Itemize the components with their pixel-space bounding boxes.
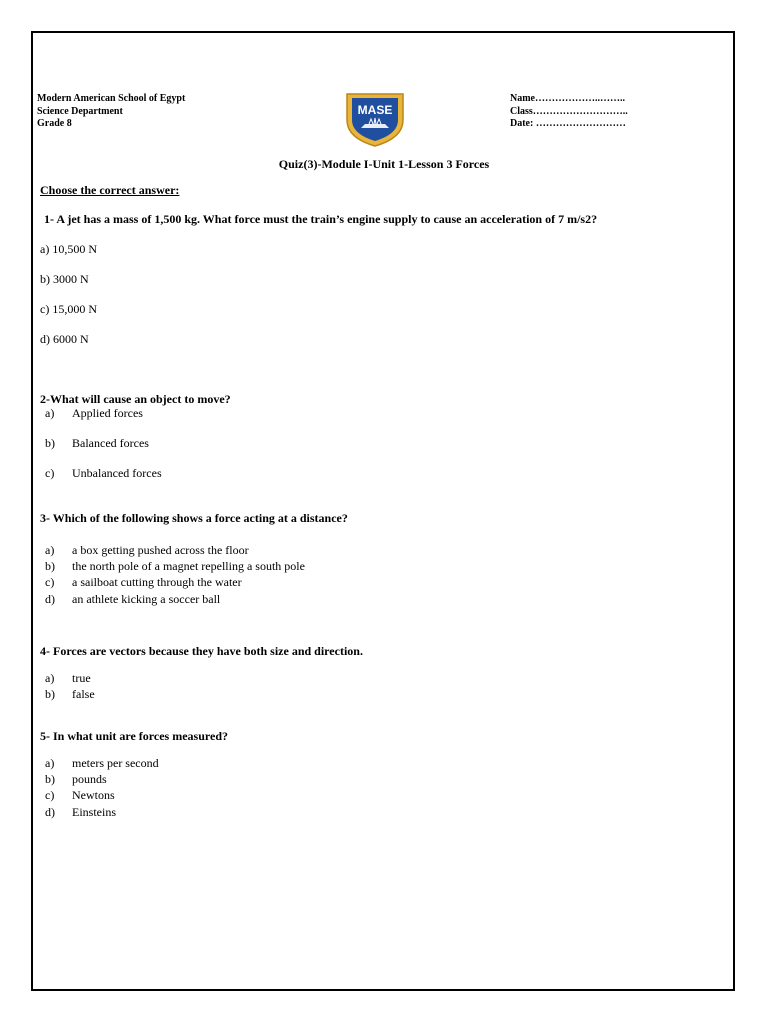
q2-option-b[interactable] <box>45 436 149 451</box>
class-field[interactable]: Class……………………….. <box>510 105 628 117</box>
option-letter: a) <box>45 406 55 420</box>
school-info <box>37 93 185 131</box>
option-letter: d) <box>40 332 50 346</box>
option-letter: c) <box>45 575 55 589</box>
option-text: 15,000 N <box>52 302 97 316</box>
instruction: Choose the correct answer: <box>40 183 180 197</box>
option-text: Einsteins <box>72 805 116 819</box>
option-letter: d) <box>45 805 55 819</box>
school-logo <box>343 90 407 148</box>
q3-option-a[interactable] <box>45 543 249 558</box>
question-3: 3- Which of the following shows a force acting at a distance? <box>40 511 348 525</box>
name-field[interactable]: Name………………..…….. <box>510 93 625 104</box>
quiz-title: Quiz(3)-Module I-Unit 1-Lesson 3 Forces <box>278 157 490 171</box>
q5-option-a[interactable] <box>45 756 159 771</box>
option-text: the north pole of a magnet repelling a south pole <box>72 559 305 573</box>
question-5: 5- In what unit are forces measured? <box>40 729 228 743</box>
option-text: Applied forces <box>72 406 143 420</box>
department-name: Science Department <box>37 105 123 117</box>
q5-option-b[interactable] <box>45 772 107 787</box>
q1-option-b[interactable] <box>40 272 89 287</box>
option-text: true <box>72 671 91 685</box>
option-letter: d) <box>45 592 55 606</box>
question-4: 4- Forces are vectors because they have both size and direction. <box>40 644 363 658</box>
option-letter: a) <box>45 671 55 685</box>
q2-option-a[interactable] <box>45 406 143 421</box>
option-text: 10,500 N <box>52 242 97 256</box>
q2-option-c[interactable] <box>45 466 162 481</box>
option-letter: a) <box>45 756 55 770</box>
q1-option-a[interactable] <box>40 242 97 257</box>
option-letter: a) <box>40 242 50 256</box>
option-letter: b) <box>45 687 55 701</box>
option-text: meters per second <box>72 756 159 770</box>
q1-option-d[interactable] <box>40 332 89 347</box>
option-text: pounds <box>72 772 107 786</box>
q3-option-b[interactable] <box>45 559 305 574</box>
q3-option-c[interactable] <box>45 575 242 590</box>
option-text: an athlete kicking a soccer ball <box>72 592 221 606</box>
option-letter: b) <box>40 272 50 286</box>
option-letter: b) <box>45 436 55 450</box>
question-1: 1- A jet has a mass of 1,500 kg. What force must the train’s engine supply to cause an acceleration of 7 m/s2? <box>44 212 598 226</box>
option-text: 6000 N <box>53 332 89 346</box>
date-field[interactable]: Date: ……………………… <box>510 118 626 129</box>
option-text: a sailboat cutting through the water <box>72 575 242 589</box>
option-text: Unbalanced forces <box>72 466 162 480</box>
q1-option-c[interactable] <box>40 302 97 317</box>
option-letter: b) <box>45 772 55 786</box>
school-name: Modern American School of Egypt <box>37 93 186 104</box>
student-fields <box>510 93 628 131</box>
grade-label: Grade 8 <box>37 118 72 129</box>
option-letter: a) <box>45 543 55 557</box>
option-text: Newtons <box>72 788 115 802</box>
question-2: 2-What will cause an object to move? <box>40 392 231 406</box>
q5-option-c[interactable] <box>45 788 115 803</box>
q4-option-b[interactable] <box>45 687 95 702</box>
option-letter: c) <box>45 466 55 480</box>
option-letter: c) <box>45 788 55 802</box>
q4-option-a[interactable] <box>45 671 91 686</box>
q5-option-d[interactable] <box>45 805 116 820</box>
option-text: false <box>72 687 95 701</box>
logo-text: MASE <box>357 103 393 117</box>
option-letter: b) <box>45 559 55 573</box>
option-letter: c) <box>40 302 50 316</box>
q3-option-d[interactable] <box>45 592 220 607</box>
option-text: Balanced forces <box>72 436 149 450</box>
option-text: 3000 N <box>53 272 89 286</box>
option-text: a box getting pushed across the floor <box>72 543 249 557</box>
